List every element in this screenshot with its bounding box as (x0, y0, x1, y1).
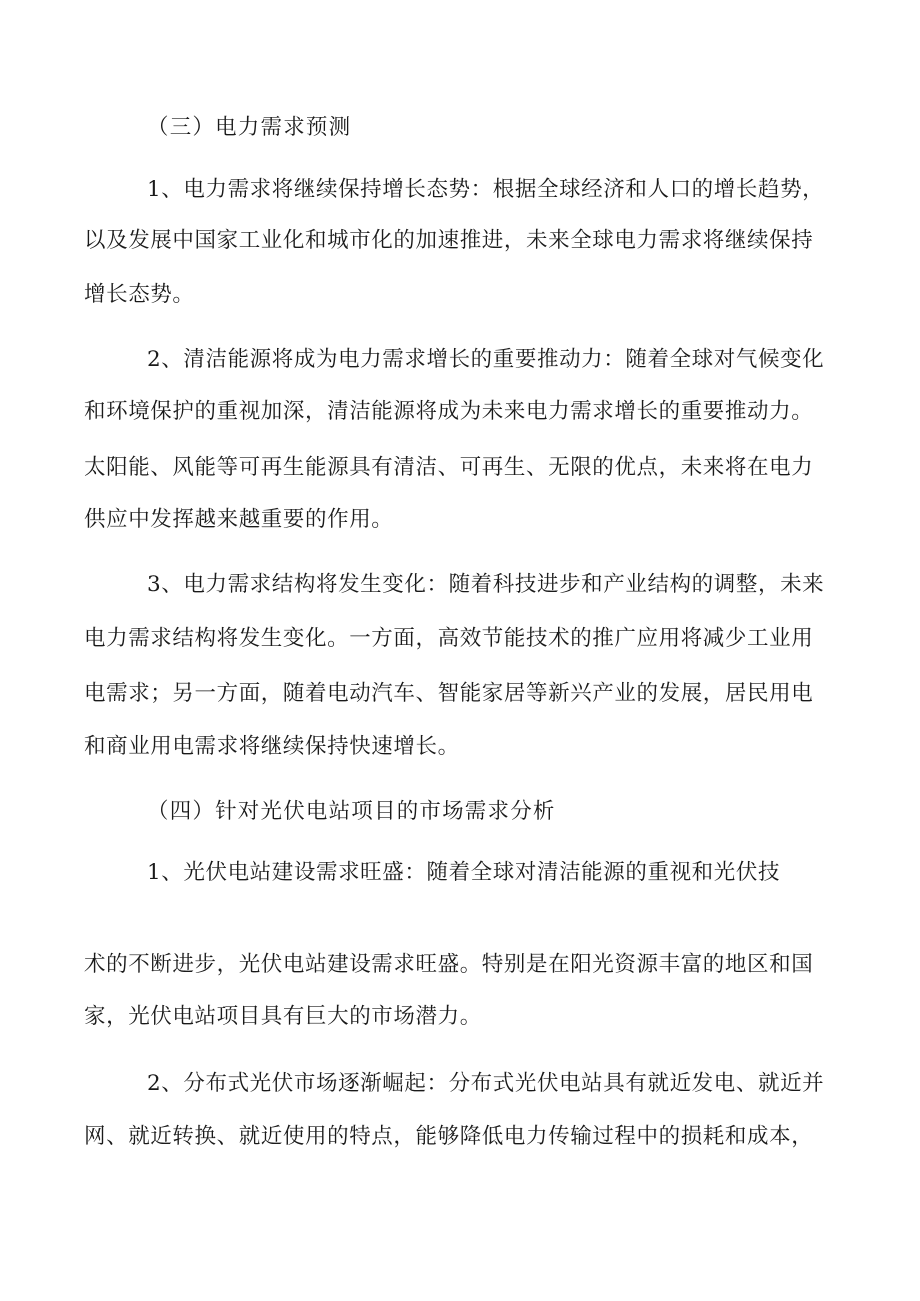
paragraph-line: 电需求；另一方面，随着电动汽车、智能家居等新兴产业的发展，居民用电 (84, 681, 814, 706)
paragraph-line: 太阳能、风能等可再生能源具有清洁、可再生、无限的优点，未来将在电力 (84, 455, 814, 480)
paragraph-line: 2、分布式光伏市场逐渐崛起：分布式光伏电站具有就近发电、就近并 (147, 1071, 825, 1096)
paragraph-line: 和环境保护的重视加深，清洁能源将成为未来电力需求增长的重要推动力。 (84, 399, 814, 424)
paragraph-line: 3、电力需求结构将发生变化：随着科技进步和产业结构的调整，未来 (147, 572, 825, 597)
paragraph-line: 术的不断进步，光伏电站建设需求旺盛。特别是在阳光资源丰富的地区和国 (84, 952, 814, 977)
paragraph-line: 和商业用电需求将继续保持快速增长。 (84, 734, 460, 759)
paragraph-line: 2、清洁能源将成为电力需求增长的重要推动力：随着全球对气候变化 (147, 347, 825, 372)
paragraph-line: 1、电力需求将继续保持增长态势：根据全球经济和人口的增长趋势， (147, 177, 825, 202)
section-heading-4: （四）针对光伏电站项目的市场需求分析 (147, 799, 556, 824)
paragraph-line: 增长态势。 (84, 282, 195, 307)
section-heading-3: （三）电力需求预测 (147, 115, 352, 140)
paragraph-line: 电力需求结构将发生变化。一方面，高效节能技术的推广应用将减少工业用 (84, 626, 814, 651)
paragraph-line: 供应中发挥越来越重要的作用。 (84, 507, 394, 532)
paragraph-line: 网、就近转换、就近使用的特点，能够降低电力传输过程中的损耗和成本， (84, 1124, 814, 1149)
paragraph-line: 1、光伏电站建设需求旺盛：随着全球对清洁能源的重视和光伏技 (147, 860, 781, 885)
paragraph-line: 以及发展中国家工业化和城市化的加速推进，未来全球电力需求将继续保持 (84, 228, 814, 253)
paragraph-line: 家，光伏电站项目具有巨大的市场潜力。 (84, 1004, 482, 1029)
